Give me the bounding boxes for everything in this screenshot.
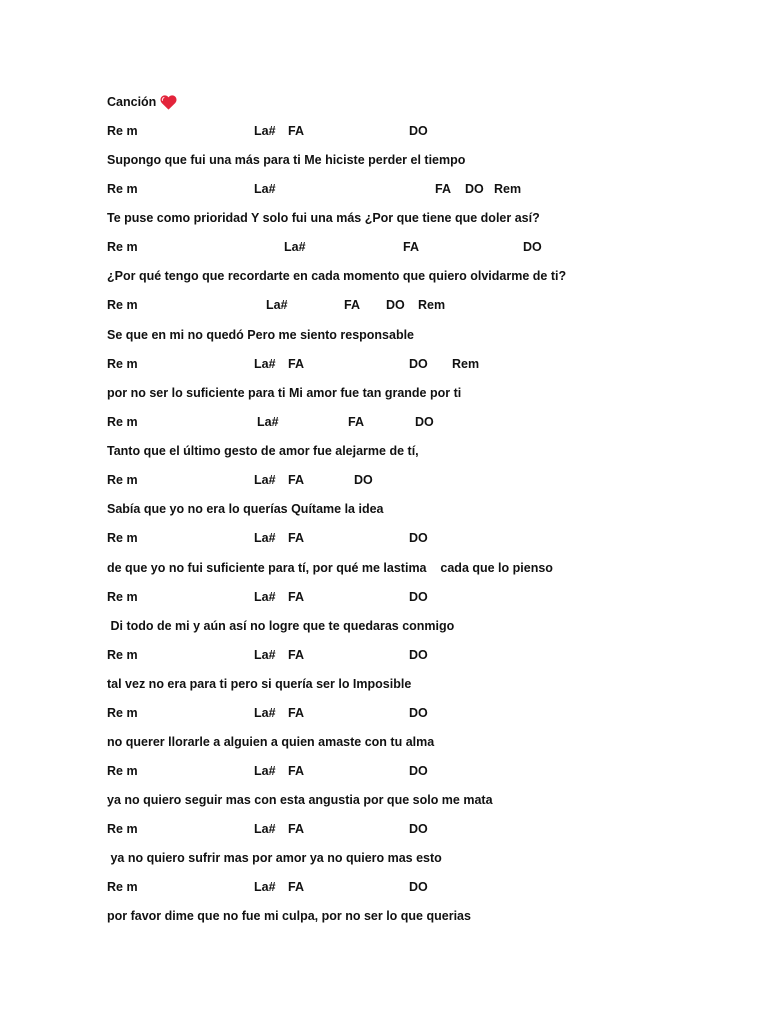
chord: FA — [288, 880, 304, 894]
chord: FA — [288, 648, 304, 662]
chord-line — [107, 645, 727, 665]
lyric-line: tal vez no era para ti pero si quería ser lo Imposible — [107, 677, 412, 691]
chord: La# — [257, 415, 279, 429]
chord: Re m — [107, 706, 138, 720]
chord: Re m — [107, 880, 138, 894]
chord: La# — [254, 880, 276, 894]
chord: FA — [288, 357, 304, 371]
chord: Re m — [107, 590, 138, 604]
chord: Re m — [107, 240, 138, 254]
chord: FA — [348, 415, 364, 429]
lyric-line: ya no quiero seguir mas con esta angustia por que solo me mata — [107, 793, 493, 807]
chord-line — [107, 528, 727, 548]
chord: La# — [254, 822, 276, 836]
chord-line — [107, 703, 727, 723]
chord-line — [107, 470, 727, 490]
chord: DO — [409, 590, 428, 604]
chord: La# — [254, 531, 276, 545]
lyric-line: por favor dime que no fue mi culpa, por no ser lo que querias — [107, 909, 471, 923]
chord: FA — [288, 590, 304, 604]
heart-icon — [160, 95, 177, 110]
lyric-line: Se que en mi no quedó Pero me siento responsable — [107, 328, 415, 342]
lyric-line: Te puse como prioridad Y solo fui una más ¿Por que tiene que doler así? — [107, 211, 540, 225]
lyric-line: Supongo que fui una más para ti Me hiciste perder el tiempo — [107, 153, 466, 167]
chord: La# — [254, 648, 276, 662]
chord: La# — [254, 590, 276, 604]
chord-line — [107, 819, 727, 839]
chord: FA — [288, 531, 304, 545]
chord: FA — [288, 822, 304, 836]
lyric-line: Di todo de mi y aún así no logre que te quedaras conmigo — [107, 619, 455, 633]
chord-line — [107, 179, 727, 199]
lyric-line: no querer llorarle a alguien a quien amaste con tu alma — [107, 735, 435, 749]
lyric-line: de que yo no fui suficiente para tí, por qué me lastima cada que lo pienso — [107, 561, 553, 575]
chord: La# — [254, 182, 276, 196]
chord: La# — [254, 357, 276, 371]
chord: DO — [386, 298, 405, 312]
chord: Rem — [418, 298, 446, 312]
lyric-line: Sabía que yo no era lo querías Quítame la idea — [107, 502, 384, 516]
chord-line — [107, 877, 727, 897]
chord-line — [107, 295, 727, 315]
chord-line — [107, 354, 727, 374]
lyric-line: ¿Por qué tengo que recordarte en cada momento que quiero olvidarme de ti? — [107, 269, 567, 283]
song-title: Canción — [107, 95, 157, 109]
chord: Re m — [107, 124, 138, 138]
chord: FA — [288, 124, 304, 138]
chord: DO — [409, 880, 428, 894]
chord: La# — [266, 298, 288, 312]
chord: La# — [254, 764, 276, 778]
chord: DO — [409, 124, 428, 138]
chord: FA — [403, 240, 419, 254]
chord: DO — [415, 415, 434, 429]
chord: DO — [409, 648, 428, 662]
chord-line — [107, 412, 727, 432]
chord-line — [107, 761, 727, 781]
song-title-row — [107, 92, 727, 112]
chord: FA — [288, 764, 304, 778]
chord: Re m — [107, 648, 138, 662]
chord: Rem — [452, 357, 480, 371]
chord: DO — [354, 473, 373, 487]
chord: FA — [344, 298, 360, 312]
chord: DO — [409, 764, 428, 778]
chord: FA — [435, 182, 451, 196]
chord: La# — [254, 124, 276, 138]
chord: FA — [288, 473, 304, 487]
chord-line — [107, 237, 727, 257]
lyric-line: ya no quiero sufrir mas por amor ya no quiero mas esto — [107, 851, 442, 865]
chord: La# — [254, 473, 276, 487]
chord: DO — [409, 822, 428, 836]
chord: DO — [409, 531, 428, 545]
chord: Re m — [107, 822, 138, 836]
chord: Re m — [107, 764, 138, 778]
chord: FA — [288, 706, 304, 720]
lyric-line: por no ser lo suficiente para ti Mi amor fue tan grande por ti — [107, 386, 462, 400]
chord: Re m — [107, 415, 138, 429]
chord: DO — [523, 240, 542, 254]
chord: Re m — [107, 531, 138, 545]
chord: Re m — [107, 298, 138, 312]
chord: Rem — [494, 182, 522, 196]
chord: DO — [409, 357, 428, 371]
chord: La# — [284, 240, 306, 254]
chord-line — [107, 587, 727, 607]
chord: Re m — [107, 357, 138, 371]
chord: Re m — [107, 473, 138, 487]
chord: DO — [465, 182, 484, 196]
lyric-line: Tanto que el último gesto de amor fue alejarme de tí, — [107, 444, 419, 458]
chord: Re m — [107, 182, 138, 196]
chord: DO — [409, 706, 428, 720]
chord-line — [107, 121, 727, 141]
chord: La# — [254, 706, 276, 720]
